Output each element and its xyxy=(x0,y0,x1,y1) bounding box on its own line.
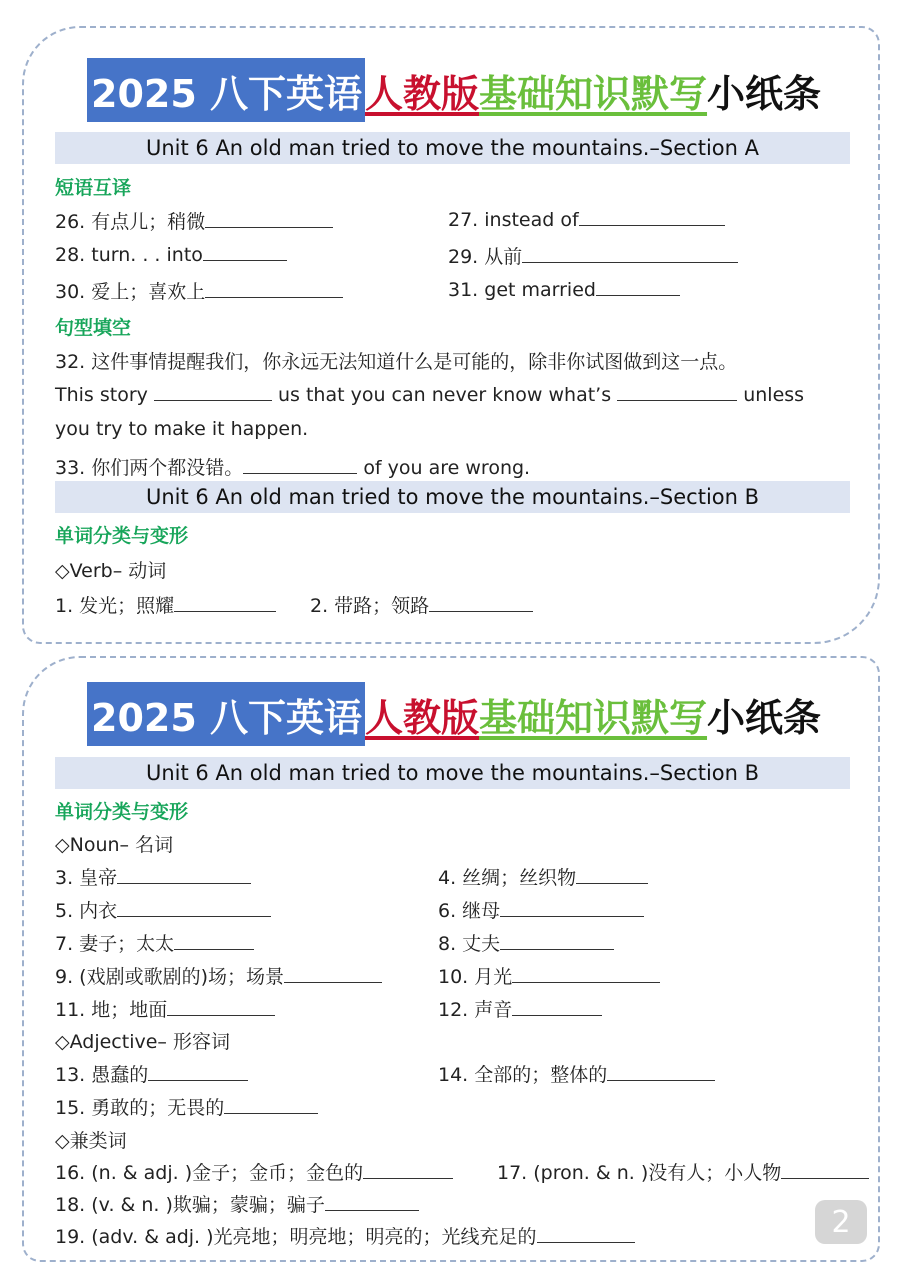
section-heading-sentences: 句型填空 xyxy=(55,317,132,339)
question-31-text: 31. get married xyxy=(448,279,596,301)
question-2-text: 2. 带路；领路 xyxy=(310,595,430,617)
question-9 xyxy=(55,962,382,989)
q32-text-c: unless xyxy=(743,384,805,406)
answer-blank[interactable] xyxy=(522,244,738,263)
question-13 xyxy=(55,1060,248,1087)
question-4-text: 4. 丝绸；丝织物 xyxy=(438,867,577,889)
answer-blank[interactable] xyxy=(174,593,276,612)
question-16 xyxy=(55,1158,453,1185)
section-heading-words: 单词分类与变形 xyxy=(55,525,189,547)
question-28-text: 28. turn. . . into xyxy=(55,244,203,266)
question-15 xyxy=(55,1093,318,1120)
question-19 xyxy=(55,1222,635,1249)
title-green-part: 基础知识默写 xyxy=(479,71,708,116)
answer-blank[interactable] xyxy=(205,279,343,298)
question-6 xyxy=(438,896,644,923)
question-32-chinese: 32. 这件事情提醒我们，你永远无法知道什么是可能的，除非你试图做到这一点。 xyxy=(55,351,738,373)
answer-blank[interactable] xyxy=(576,865,648,884)
question-14 xyxy=(438,1060,715,1087)
answer-blank[interactable] xyxy=(512,964,660,983)
question-15-text: 15. 勇敢的；无畏的 xyxy=(55,1097,225,1119)
question-10-text: 10. 月光 xyxy=(438,966,513,988)
answer-blank[interactable] xyxy=(224,1095,318,1114)
question-8-text: 8. 丈夫 xyxy=(438,933,501,955)
question-14-text: 14. 全部的；整体的 xyxy=(438,1064,608,1086)
answer-blank[interactable] xyxy=(154,382,272,401)
question-11-text: 11. 地；地面 xyxy=(55,999,168,1021)
question-3 xyxy=(55,863,251,890)
card2-title xyxy=(87,682,821,746)
q33-text-b: of you are wrong. xyxy=(363,457,531,479)
answer-blank[interactable] xyxy=(429,593,533,612)
answer-blank[interactable] xyxy=(325,1192,419,1211)
title-red-part: 人教版 xyxy=(365,71,480,116)
section-heading-phrases: 短语互译 xyxy=(55,177,132,199)
answer-blank[interactable] xyxy=(117,865,251,884)
question-11 xyxy=(55,995,275,1022)
question-32-english-cont: you try to make it happen. xyxy=(55,418,309,440)
section-heading-words: 单词分类与变形 xyxy=(55,801,189,823)
question-16-text: 16. (n. & adj. )金子；金币；金色的 xyxy=(55,1162,364,1184)
section-a-banner: Unit 6 An old man tried to move the mountains.–Section A xyxy=(55,132,850,164)
question-1-text: 1. 发光；照耀 xyxy=(55,595,175,617)
section-b-banner: Unit 6 An old man tried to move the mountains.–Section B xyxy=(55,757,850,789)
card1-title xyxy=(87,58,821,122)
answer-blank[interactable] xyxy=(579,207,725,226)
question-7-text: 7. 妻子；太太 xyxy=(55,933,175,955)
title-black-part: 小纸条 xyxy=(707,695,822,740)
verb-label: ◇Verb– 动词 xyxy=(55,560,167,582)
answer-blank[interactable] xyxy=(284,964,382,983)
question-32-english xyxy=(55,382,804,406)
question-18-text: 18. (v. & n. )欺骗；蒙骗；骗子 xyxy=(55,1194,325,1216)
question-12-text: 12. 声音 xyxy=(438,999,513,1021)
question-10 xyxy=(438,962,660,989)
question-1 xyxy=(55,591,276,618)
title-blue-part: 2025 八下英语 xyxy=(87,58,365,122)
answer-blank[interactable] xyxy=(117,898,271,917)
answer-blank[interactable] xyxy=(203,242,287,261)
title-black-part: 小纸条 xyxy=(707,71,822,116)
question-29 xyxy=(448,242,738,269)
answer-blank[interactable] xyxy=(537,1224,635,1243)
question-26 xyxy=(55,207,333,234)
answer-blank[interactable] xyxy=(174,931,254,950)
adjective-label: ◇Adjective– 形容词 xyxy=(55,1031,230,1053)
title-blue-part: 2025 八下英语 xyxy=(87,682,365,746)
question-33 xyxy=(55,453,530,480)
question-30 xyxy=(55,277,343,304)
answer-blank[interactable] xyxy=(205,209,333,228)
noun-label: ◇Noun– 名词 xyxy=(55,834,174,856)
answer-blank[interactable] xyxy=(617,382,737,401)
question-30-text: 30. 爱上；喜欢上 xyxy=(55,281,206,303)
answer-blank[interactable] xyxy=(596,277,680,296)
question-31 xyxy=(448,277,680,301)
question-27-text: 27. instead of xyxy=(448,209,579,231)
answer-blank[interactable] xyxy=(500,898,644,917)
question-8 xyxy=(438,929,614,956)
question-3-text: 3. 皇帝 xyxy=(55,867,118,889)
answer-blank[interactable] xyxy=(607,1062,715,1081)
q32-text-b: us that you can never know what’s xyxy=(278,384,612,406)
answer-blank[interactable] xyxy=(148,1062,248,1081)
question-2 xyxy=(310,591,533,618)
answer-blank[interactable] xyxy=(512,997,602,1016)
question-6-text: 6. 继母 xyxy=(438,900,501,922)
question-12 xyxy=(438,995,602,1022)
answer-blank[interactable] xyxy=(243,455,357,474)
question-17-text: 17. (pron. & n. )没有人；小人物 xyxy=(497,1162,782,1184)
answer-blank[interactable] xyxy=(167,997,275,1016)
title-green-part: 基础知识默写 xyxy=(479,695,708,740)
question-5-text: 5. 内衣 xyxy=(55,900,118,922)
question-9-text: 9. (戏剧或歌剧的)场；场景 xyxy=(55,966,284,988)
q33-text-a: 33. 你们两个都没错。 xyxy=(55,457,244,479)
page-number-badge: 2 xyxy=(815,1200,867,1244)
answer-blank[interactable] xyxy=(500,931,614,950)
question-4 xyxy=(438,863,648,890)
question-13-text: 13. 愚蠢的 xyxy=(55,1064,149,1086)
question-29-text: 29. 从前 xyxy=(448,246,523,268)
q32-text-a: This story xyxy=(55,384,148,406)
title-red-part: 人教版 xyxy=(365,695,480,740)
question-17 xyxy=(497,1158,869,1185)
question-26-text: 26. 有点儿；稍微 xyxy=(55,211,206,233)
section-b-banner: Unit 6 An old man tried to move the mountains.–Section B xyxy=(55,481,850,513)
multi-category-label: ◇兼类词 xyxy=(55,1130,127,1152)
question-27 xyxy=(448,207,725,231)
question-28 xyxy=(55,242,287,266)
question-19-text: 19. (adv. & adj. )光亮地；明亮地；明亮的；光线充足的 xyxy=(55,1226,537,1248)
answer-blank[interactable] xyxy=(363,1160,453,1179)
question-18 xyxy=(55,1190,419,1217)
answer-blank[interactable] xyxy=(781,1160,869,1179)
question-7 xyxy=(55,929,254,956)
question-5 xyxy=(55,896,271,923)
